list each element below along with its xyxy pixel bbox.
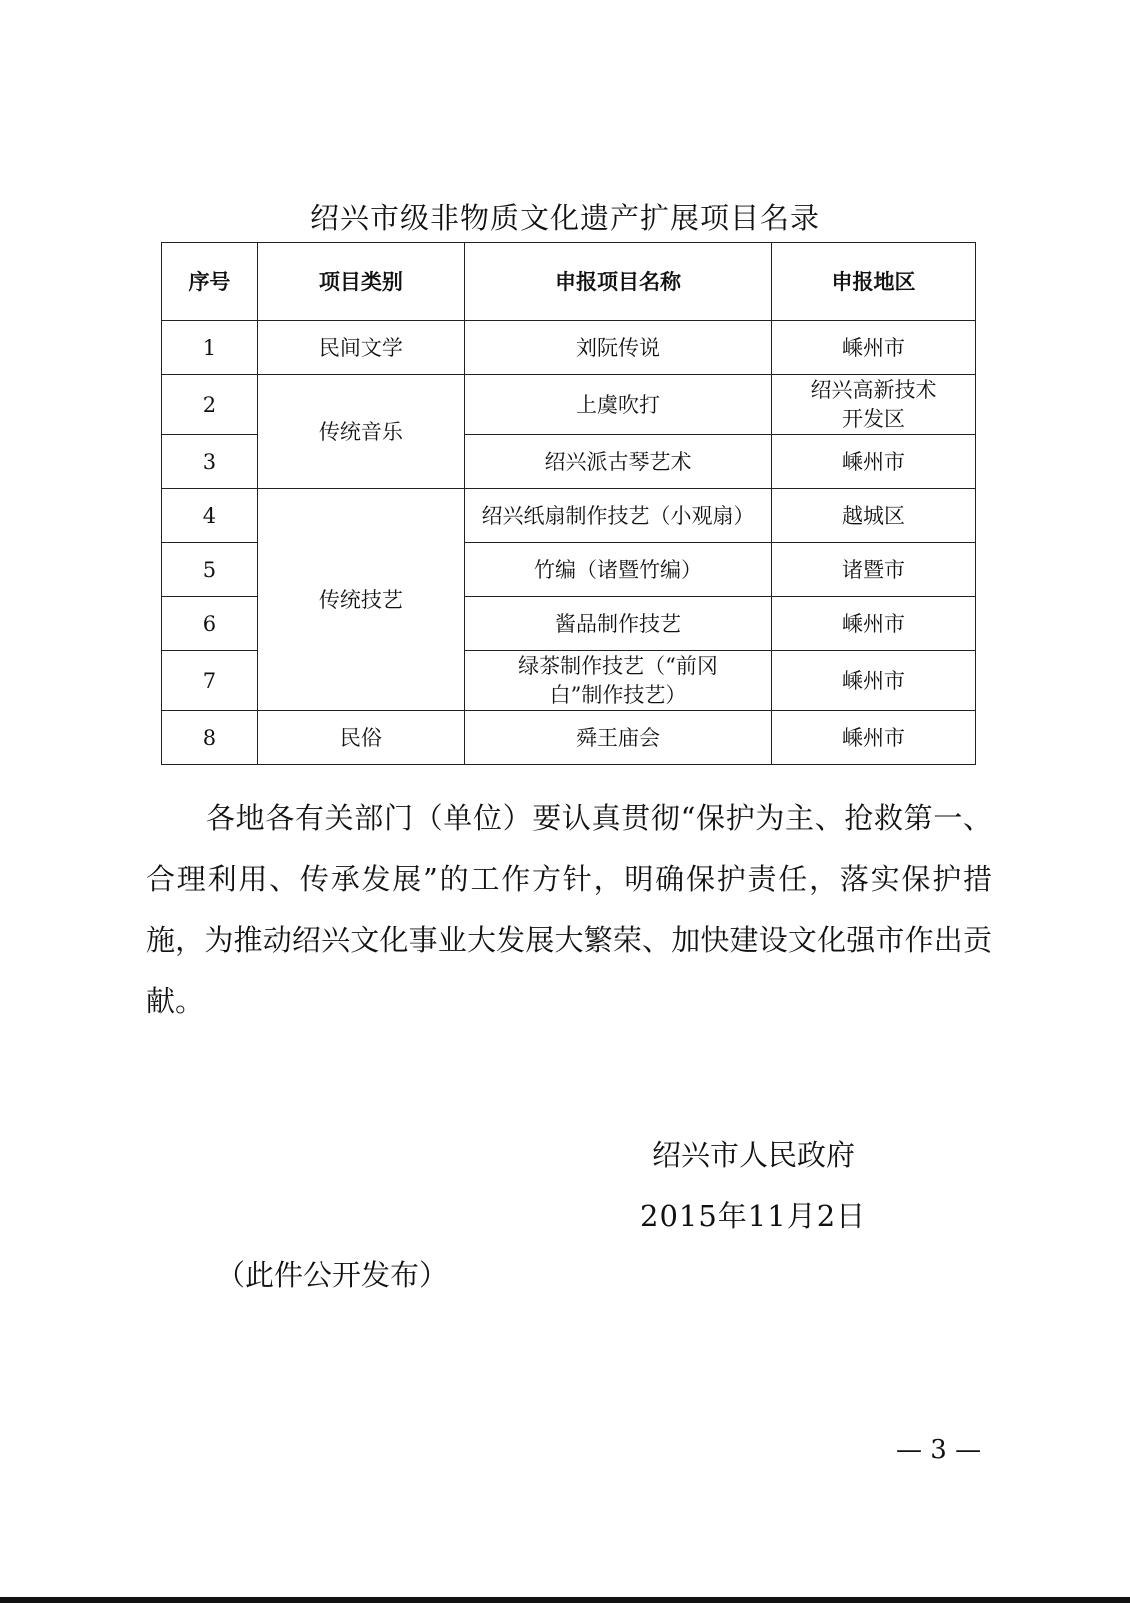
page-number: — 3 — [896,1435,982,1465]
row-region [771,375,975,435]
row-name: 上虞吹打 [464,375,771,435]
row-no: 2 [162,375,258,435]
table-row [162,711,976,765]
table-row [162,375,976,435]
row-no: 7 [162,651,258,711]
table-header-row [162,243,976,321]
row-category: 传统技艺 [257,489,464,711]
row-name: 绍兴派古琴艺术 [464,435,771,489]
header-no: 序号 [162,243,258,321]
row-no: 4 [162,489,258,543]
row-no: 1 [162,321,258,375]
row-category: 民俗 [257,711,464,765]
row-no: 3 [162,435,258,489]
bottom-rule [0,1597,1130,1603]
row-no: 8 [162,711,258,765]
row-name: 舜王庙会 [464,711,771,765]
row-category: 传统音乐 [257,375,464,489]
row-region: 嵊州市 [771,435,975,489]
heritage-list-table [161,242,976,765]
row-name: 酱品制作技艺 [464,597,771,651]
signature-date: 2015年11月2日 [640,1199,867,1233]
row-category: 民间文学 [257,321,464,375]
publication-note: （此件公开发布） [216,1258,449,1292]
row-region: 嵊州市 [771,651,975,711]
row-region: 嵊州市 [771,711,975,765]
row-name: 刘阮传说 [464,321,771,375]
header-name: 申报项目名称 [464,243,771,321]
row-region: 越城区 [771,489,975,543]
header-region: 申报地区 [771,243,975,321]
row-region: 嵊州市 [771,321,975,375]
header-category: 项目类别 [257,243,464,321]
row-name [464,651,771,711]
signature-org: 绍兴市人民政府 [652,1138,856,1172]
row-name: 绍兴纸扇制作技艺（小观扇） [464,489,771,543]
body-paragraph: 各地各有关部门（单位）要认真贯彻“保护为主、抢救第一、合理利用、传承发展”的工作方针，明确保护责任，落实保护措施，为推动绍兴文化事业大发展大繁荣、加快建设文化强市作出贡献。 [146,801,992,1018]
row-no: 6 [162,597,258,651]
row-region: 嵊州市 [771,597,975,651]
table-row [162,321,976,375]
row-region-text: 绍兴高新技术开发区 [810,377,937,431]
document-title: 绍兴市级非物质文化遗产扩展项目名录 [309,201,820,235]
row-name-text: 绿茶制作技艺（“前冈 白”制作技艺） [518,653,739,707]
row-region: 诸暨市 [771,543,975,597]
table-row [162,489,976,543]
row-name: 竹编（诸暨竹编） [464,543,771,597]
row-no: 5 [162,543,258,597]
